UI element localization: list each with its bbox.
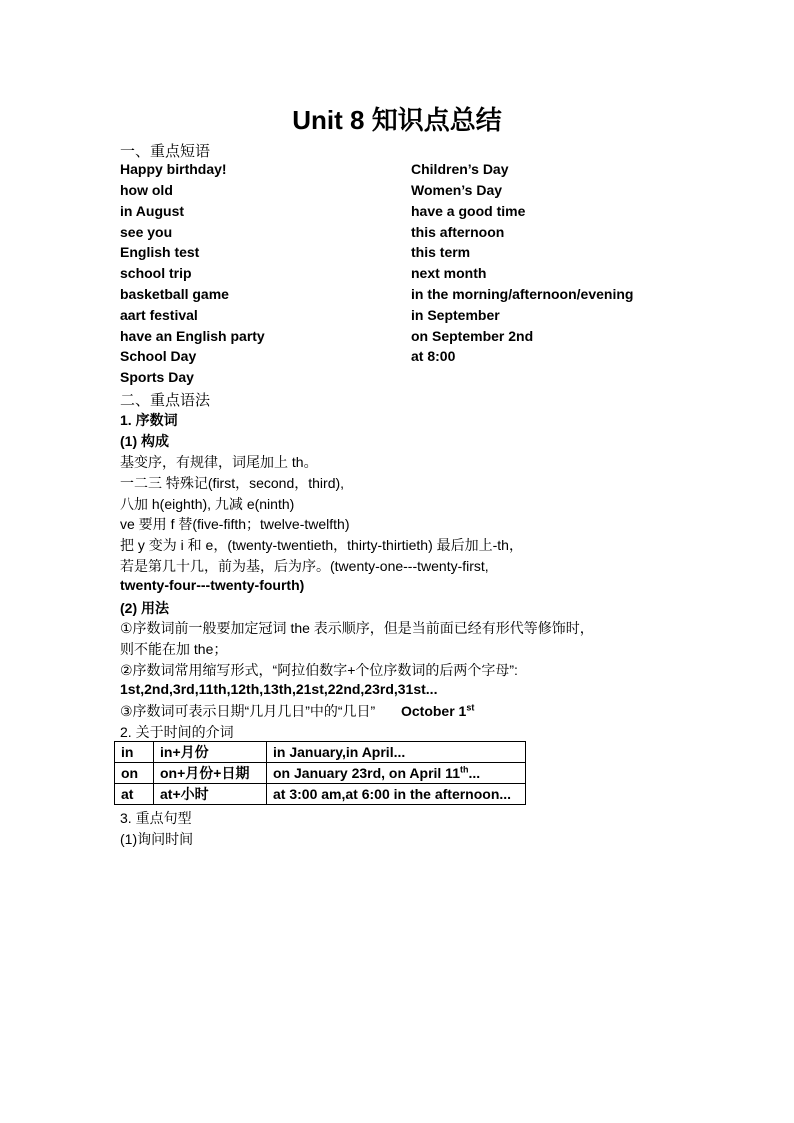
phrase-right: in September: [411, 307, 500, 323]
phrase-right: in the morning/afternoon/evening: [411, 286, 634, 302]
phrase-right: on September 2nd: [411, 328, 534, 344]
phrase-right: Children’s Day: [411, 161, 509, 177]
phrase-left: English test: [120, 244, 200, 260]
phrase-right: next month: [411, 265, 487, 281]
phrase-left: Sports Day: [120, 369, 194, 385]
table-row: [115, 742, 526, 763]
table-cell-pattern: at+小时: [154, 784, 267, 805]
prep-heading: 2. 关于时间的介词: [120, 724, 234, 740]
phrase-right: Women’s Day: [411, 182, 503, 198]
usage-line: 1st,2nd,3rd,11th,12th,13th,21st,22nd,23rd,31st...: [120, 681, 438, 697]
usage-heading: (2) 用法: [120, 600, 169, 616]
example-tail: ...: [468, 765, 481, 781]
phrase-left: in August: [120, 203, 185, 219]
phrase-right: at 8:00: [411, 348, 456, 364]
usage-date-line: [120, 701, 474, 721]
phrase-left: basketball game: [120, 286, 229, 302]
example-sup: th: [459, 764, 469, 775]
table-cell-example: [267, 784, 526, 805]
table-cell-example: [267, 742, 526, 763]
example-text: at 3:00 am,at 6:00 in the afternoon...: [273, 786, 512, 802]
section2-heading: 二、重点语法: [120, 392, 211, 409]
sentence-subheading: (1)询问时间: [120, 831, 194, 847]
page-title: Unit 8 知识点总结: [292, 105, 502, 135]
formation-line: 一二三 特殊记(first，second，third),: [120, 475, 345, 491]
table-cell-prep: on: [115, 763, 154, 784]
example-text: on January 23rd, on April 11: [273, 765, 460, 781]
usage-date-text: ③序数词可表示日期“几月几日”中的“几日”: [120, 703, 376, 719]
table-cell-prep: in: [115, 742, 154, 763]
usage-line: 则不能在加 the；: [120, 641, 228, 657]
usage-line: ②序数词常用缩写形式，“阿拉伯数字+个位序数词的后两个字母”:: [120, 662, 518, 678]
phrase-left: aart festival: [120, 307, 198, 323]
ordinal-heading: 1. 序数词: [120, 412, 178, 428]
table-cell-example: [267, 763, 526, 784]
example-text: in January,in April...: [273, 744, 406, 760]
formation-line: 把 y 变为 i 和 e，(twenty-twentieth，thirty-thirtieth) 最后加上-th，: [120, 537, 523, 553]
section1-heading: 一、重点短语: [120, 143, 211, 160]
formation-line: 若是第几十几，前为基，后为序。(twenty-one---twenty-first,: [120, 558, 489, 574]
phrase-left: Happy birthday!: [120, 161, 227, 177]
table-cell-pattern: on+月份+日期: [154, 763, 267, 784]
table-cell-pattern: in+月份: [154, 742, 267, 763]
phrase-left: School Day: [120, 348, 197, 364]
preposition-table: [114, 741, 526, 805]
formation-line: ve 要用 f 替(five-fifth；twelve-twelfth): [120, 516, 350, 532]
sentence-heading: 3. 重点句型: [120, 810, 192, 826]
phrase-left: have an English party: [120, 328, 265, 344]
usage-date-example: October 1: [400, 703, 467, 719]
table-row: [115, 784, 526, 805]
formation-heading: (1) 构成: [120, 433, 169, 449]
phrase-right: have a good time: [411, 203, 526, 219]
phrase-left: school trip: [120, 265, 192, 281]
phrase-left: how old: [120, 182, 173, 198]
formation-line: 八加 h(eighth), 九减 e(ninth): [120, 496, 295, 512]
phrase-right: this term: [411, 244, 471, 260]
table-cell-prep: at: [115, 784, 154, 805]
table-row: [115, 763, 526, 784]
usage-line: ①序数词前一般要加定冠词 the 表示顺序，但是当前面已经有形代等修饰时，: [120, 620, 594, 636]
phrase-right: this afternoon: [411, 224, 505, 240]
formation-line: 基变序，有规律，词尾加上 th。: [120, 454, 318, 470]
usage-date-sup: st: [466, 702, 475, 713]
formation-line: twenty-four---twenty-fourth): [120, 577, 305, 593]
phrase-left: see you: [120, 224, 173, 240]
